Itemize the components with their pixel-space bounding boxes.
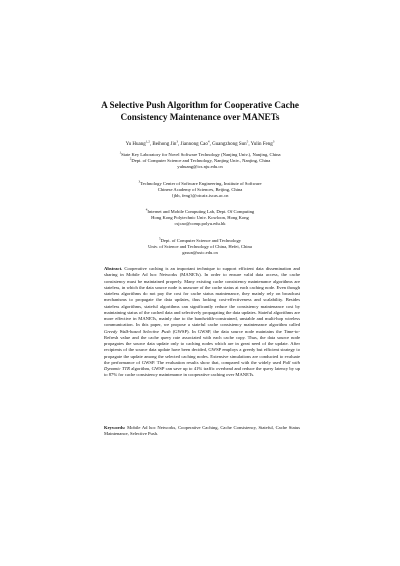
author-name: Guangzhong Sun xyxy=(212,142,247,147)
author-affiliation-mark: 3 xyxy=(272,139,275,144)
author-separator: , xyxy=(149,142,153,147)
affiliation-email: csjcao@comp.polyu.edu.hk xyxy=(174,221,226,227)
author-affiliation-mark: 1,2 xyxy=(145,139,150,144)
author-affiliation-mark: 3 xyxy=(176,139,179,144)
author-name: Jiannong Cao xyxy=(180,142,208,147)
affiliation-block xyxy=(60,209,340,228)
affiliation-mark: 1 xyxy=(119,150,122,155)
affiliation-line: Hong Kong Polytechnic Univ. Kowloon, Hong Kong xyxy=(151,215,249,221)
affiliation-text: State Key Laboratory for Novel Software Technology (Nanjing Univ.), Nanjing, China xyxy=(121,152,281,157)
baseline-algorithm-name: Pull with Dynamic TTR xyxy=(104,359,300,371)
abstract-text: Cooperative caching is an important technique to support efficient data dissemination and sharing in Mobile Ad hoc Networks (MANETs). In order to ensure valid data access, the cache consistency must be maintained properly. Many existing cache consistency maintenance algorithms are stateless, in which the data source node is unaware of the cache status at each caching node. Even though stateless algorithms do not pay the cost for cache status maintenance, they mainly rely on broadcast mechanisms to propagate the data updates, thus lacking cost-effectiveness and scalability. Besides stateless algorithms, stateful algorithms can significantly reduce the consistency maintenance cost by maintaining status of the cached data and selectively propagating the data updates. Stateful algorithms are more effective in MANETs, mainly due to the bandwidth-constrained, unstable and multi-hop wireless communication. In this paper, we propose a stateful cache consistency maintenance algorithm called xyxy=(104,266,300,328)
author-separator: , xyxy=(209,142,213,147)
affiliation-text: Internet and Mobile Computing Lab, Dept. Of Computing xyxy=(147,209,255,214)
affiliation-mark: 3 xyxy=(138,179,141,184)
keywords-label: Keywords: xyxy=(104,425,126,430)
affiliation-block xyxy=(60,152,340,171)
keywords xyxy=(104,425,300,438)
keywords-text: Mobile Ad hoc Networks, Cooperative Caching, Cache Consistency, Stateful, Cache Status Maintenance, Selective Push. xyxy=(104,425,300,437)
title-line-2: Consistency Maintenance over MANETs xyxy=(120,112,280,122)
affiliation-email: {jbh, feng}@otcaix.iscas.ac.cn xyxy=(171,193,229,199)
abstract-text: algorithm, GWSP can save up to 41% traffic overhead and reduce the query latency by up to 87% for cache consistency maintenance in cooperative caching over MANETs. xyxy=(104,366,300,378)
affiliation-text: Dept. of Computer Science and Technology xyxy=(160,238,242,243)
author-name: Yulin Feng xyxy=(250,142,273,147)
affiliation-block xyxy=(60,238,340,257)
author-separator: , xyxy=(178,142,181,147)
abstract-text: (GWSP). In GWSP, the data source node maintains the Time-to-Refresh value and the cache query rate associated with each cache copy. Thus, the data source node propagates the source data update only to caching nodes which are in great need of the update. After recipients of the source data update have been decided, GWSP employs a greedy but efficient strategy to propagate the update among the selected caching nodes. Extensive simulations are conducted to evaluate the performance of GWSP. The evaluation results show that, compared with the widely used xyxy=(104,328,300,365)
affiliation-mark: 2 xyxy=(129,156,132,161)
affiliation-line: Univ. of Science and Technology of China, Hefei, China xyxy=(148,244,252,250)
author-separator: , xyxy=(248,142,251,147)
affiliation-email: gzsun@ustc.edu.cn xyxy=(182,250,218,256)
abstract xyxy=(104,266,300,379)
affiliation-block xyxy=(60,181,340,200)
author-name: Yu Huang xyxy=(125,142,146,147)
title-line-1: A Selective Push Algorithm for Cooperative Cache xyxy=(101,100,299,110)
author-name: Beihong Jin xyxy=(152,142,177,147)
affiliation-text: Technology Center of Software Engineering, Institute of Software xyxy=(140,181,262,186)
abstract-label: Abstract. xyxy=(104,266,123,271)
affiliation-email: yuhuang@ics.nju.edu.cn xyxy=(177,164,223,170)
affiliation-mark: 4 xyxy=(145,207,148,212)
affiliation-line: Chinese Academy of Sciences, Beijing, China xyxy=(157,187,243,193)
author-list xyxy=(40,141,360,148)
author-affiliation-mark: 5 xyxy=(246,139,249,144)
affiliation-mark: 5 xyxy=(158,236,161,241)
author-affiliation-mark: 4 xyxy=(207,139,210,144)
paper-title xyxy=(60,99,340,123)
algorithm-name: Greedy Walk-based Selective Push xyxy=(104,328,171,334)
affiliation-text: Dept. of Computer Science and Technology, Nanjing Univ., Nanjing, China xyxy=(131,158,271,164)
